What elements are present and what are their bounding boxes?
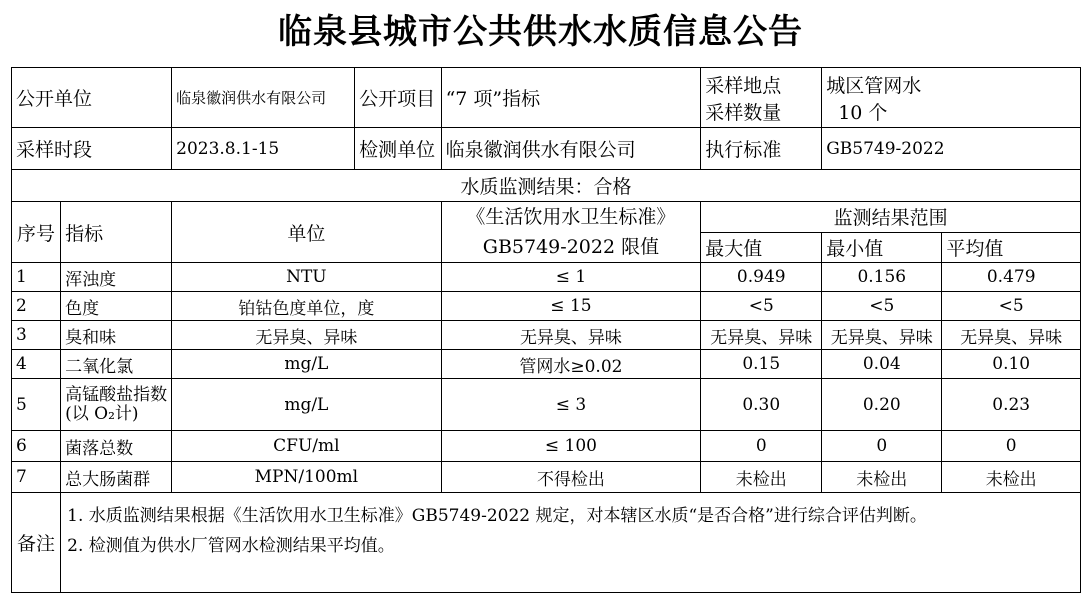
row-unit: 铂钴色度单位，度 xyxy=(172,292,441,321)
row-avg: 0.23 xyxy=(942,379,1081,431)
row-max: 0.15 xyxy=(701,350,822,379)
testing-unit-label: 检测单位 xyxy=(355,128,441,170)
row-avg: <5 xyxy=(942,292,1081,321)
row-limit: ≤ 1 xyxy=(441,263,701,292)
page-title: 临泉县城市公共供水水质信息公告 xyxy=(278,12,803,52)
row-unit: mg/L xyxy=(172,350,441,379)
standard-value: GB5749-2022 xyxy=(822,128,1081,170)
row-no: 1 xyxy=(12,263,61,292)
row-unit: MPN/100ml xyxy=(172,462,441,493)
sampling-location-values xyxy=(822,68,1081,128)
row-max: 0.949 xyxy=(701,263,822,292)
row-unit: NTU xyxy=(172,263,441,292)
testing-unit-value: 临泉徽润供水有限公司 xyxy=(441,128,701,170)
row-indicator-sub: (以 O₂计) xyxy=(65,403,139,424)
row-max: 0.30 xyxy=(701,379,822,431)
row-limit: ≤ 3 xyxy=(441,379,701,431)
col-max-header: 最大值 xyxy=(701,232,822,263)
row-no: 2 xyxy=(12,292,61,321)
row-max: 无异臭、异味 xyxy=(701,321,822,350)
row-limit: 无异臭、异味 xyxy=(441,321,701,350)
row-indicator: 高锰酸盐指数 xyxy=(65,384,168,405)
column-header-row-1 xyxy=(12,202,1081,233)
row-max: 未检出 xyxy=(701,462,822,493)
row-max: <5 xyxy=(701,292,822,321)
row-indicator: 总大肠菌群 xyxy=(61,462,172,493)
standard-label: 执行标准 xyxy=(701,128,822,170)
sample-count-value: 10 个 xyxy=(838,101,888,124)
note-line-1: 1. 水质监测结果根据《生活饮用水卫生标准》GB5749-2022 规定，对本辖区水质“是否合格”进行综合评估判断。 xyxy=(67,506,927,526)
info-row-1 xyxy=(12,68,1081,128)
row-min: 未检出 xyxy=(822,462,942,493)
row-limit: 不得检出 xyxy=(441,462,701,493)
row-limit: ≤ 100 xyxy=(441,431,701,462)
col-unit-header: 单位 xyxy=(172,202,441,263)
table-row xyxy=(12,350,1081,379)
sampling-location-labels xyxy=(701,68,822,128)
col-limit-header-line2: GB5749-2022 限值 xyxy=(482,236,660,258)
row-min: 0.04 xyxy=(822,350,942,379)
col-limit-header xyxy=(441,202,701,263)
row-no: 5 xyxy=(12,379,61,431)
row-min: 0.20 xyxy=(822,379,942,431)
row-limit: ≤ 15 xyxy=(441,292,701,321)
row-no: 7 xyxy=(12,462,61,493)
result-banner-row xyxy=(12,170,1081,202)
row-avg: 未检出 xyxy=(942,462,1081,493)
row-avg: 0.479 xyxy=(942,263,1081,292)
notes-content xyxy=(61,493,1081,593)
row-no: 3 xyxy=(12,321,61,350)
row-avg: 0 xyxy=(942,431,1081,462)
col-avg-header: 平均值 xyxy=(942,232,1081,263)
row-avg: 无异臭、异味 xyxy=(942,321,1081,350)
water-quality-table xyxy=(11,67,1081,593)
row-indicator: 二氧化氯 xyxy=(61,350,172,379)
disclosure-unit-value: 临泉徽润供水有限公司 xyxy=(172,68,355,128)
row-no: 4 xyxy=(12,350,61,379)
sample-count-label: 采样数量 xyxy=(705,101,782,124)
row-limit: 管网水≥0.02 xyxy=(441,350,701,379)
table-row xyxy=(12,263,1081,292)
notes-row xyxy=(12,493,1081,593)
row-no: 6 xyxy=(12,431,61,462)
notes-label: 备注 xyxy=(12,493,61,593)
col-limit-header-line1: 《生活饮用水卫生标准》 xyxy=(466,206,676,228)
row-min: 0 xyxy=(822,431,942,462)
sampling-period-value: 2023.8.1-15 xyxy=(172,128,355,170)
row-min: <5 xyxy=(822,292,942,321)
table-row xyxy=(12,321,1081,350)
row-indicator: 臭和味 xyxy=(61,321,172,350)
col-range-header: 监测结果范围 xyxy=(701,202,1081,233)
row-indicator: 浑浊度 xyxy=(61,263,172,292)
disclosure-item-label: 公开项目 xyxy=(355,68,441,128)
row-unit: CFU/ml xyxy=(172,431,441,462)
result-banner: 水质监测结果：合格 xyxy=(12,170,1081,202)
table-row xyxy=(12,462,1081,493)
disclosure-item-value: “7 项”指标 xyxy=(441,68,701,128)
row-indicator: 色度 xyxy=(61,292,172,321)
row-min: 0.156 xyxy=(822,263,942,292)
row-unit: 无异臭、异味 xyxy=(172,321,441,350)
sampling-location-label: 采样地点 xyxy=(705,74,782,97)
col-min-header: 最小值 xyxy=(822,232,942,263)
disclosure-unit-label: 公开单位 xyxy=(12,68,172,128)
info-row-2 xyxy=(12,128,1081,170)
note-line-2: 2. 检测值为供水厂管网水检测结果平均值。 xyxy=(67,536,395,556)
sampling-period-label: 采样时段 xyxy=(12,128,172,170)
row-unit: mg/L xyxy=(172,379,441,431)
sampling-location-value: 城区管网水 xyxy=(826,74,922,97)
row-min: 无异臭、异味 xyxy=(822,321,942,350)
col-indicator-header: 指标 xyxy=(61,202,172,263)
table-row xyxy=(12,431,1081,462)
table-row xyxy=(12,292,1081,321)
table-row xyxy=(12,379,1081,431)
col-no-header: 序号 xyxy=(12,202,61,263)
row-indicator: 菌落总数 xyxy=(61,431,172,462)
row-avg: 0.10 xyxy=(942,350,1081,379)
row-indicator-cell xyxy=(61,379,172,431)
row-max: 0 xyxy=(701,431,822,462)
